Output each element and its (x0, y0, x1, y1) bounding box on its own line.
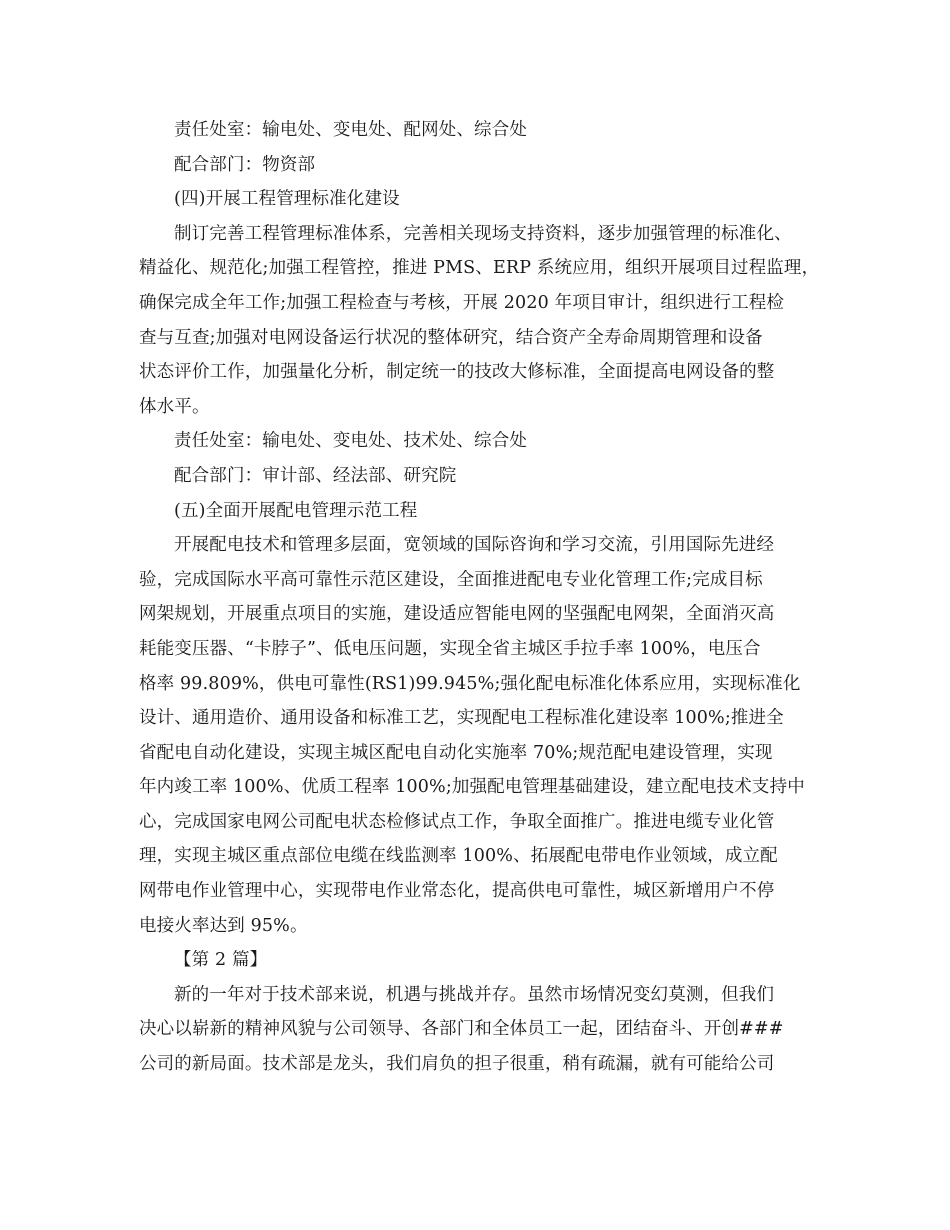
text-line: 配合部门：物资部 (174, 154, 316, 175)
text-line: 责任处室：输电处、变电处、配网处、综合处 (174, 120, 527, 140)
paragraph-line: 验，完成国际水平高可靠性示范区建设，全面推进配电专业化管理工作;完成目标 (139, 569, 763, 590)
paragraph-line: 精益化、规范化;加强工程管控，推进 PMS、ERP 系统应用，组织开展项目过程监理， (139, 258, 820, 279)
paragraph-line: 格率 99.809%，供电可靠性(RS1)99.945%;强化配电标准化体系应用，实现标准化 (139, 673, 801, 694)
text-line: 配合部门：审计部、经法部、研究院 (174, 465, 457, 486)
paragraph-line: 新的一年对于技术部来说，机遇与挑战并存。虽然市场情况变幻莫测，但我们 (174, 984, 775, 1005)
paragraph-line: 电接火率达到 95%。 (139, 915, 308, 936)
paragraph-line: 状态评价工作，加强量化分析，制定统一的技改大修标准，全面提高电网设备的整 (139, 362, 775, 383)
text-line: 责任处室：输电处、变电处、技术处、综合处 (174, 431, 527, 452)
paragraph-line: 心，完成国家电网公司配电状态检修试点工作，争取全面推广。推进电缆专业化管 (139, 811, 775, 832)
section-heading: (五)全面开展配电管理示范工程 (174, 500, 418, 521)
paragraph-line: 省配电自动化建设，实现主城区配电自动化实施率 70%;规范配电建设管理，实现 (139, 742, 773, 763)
paragraph-line: 决心以崭新的精神风貌与公司领导、各部门和全体员工一起，团结奋斗、开创### (139, 1019, 784, 1040)
part-heading: 【第 2 篇】 (174, 950, 268, 971)
paragraph-line: 确保完成全年工作;加强工程检查与考核，开展 2020 年项目审计，组织进行工程检 (139, 292, 785, 313)
paragraph-line: 网架规划，开展重点项目的实施，建设适应智能电网的坚强配电网架，全面消灭高 (139, 604, 775, 625)
paragraph-line: 网带电作业管理中心，实现带电作业常态化，提高供电可靠性，城区新增用户不停 (139, 881, 775, 902)
paragraph-line: 开展配电技术和管理多层面，宽领域的国际咨询和学习交流，引用国际先进经 (174, 535, 775, 556)
paragraph-line: 设计、通用造价、通用设备和标准工艺，实现配电工程标准化建设率 100%;推进全 (139, 708, 784, 729)
paragraph-line: 制订完善工程管理标准体系，完善相关现场支持资料，逐步加强管理的标准化、 (174, 223, 792, 244)
paragraph-line: 公司的新局面。技术部是龙头，我们肩负的担子很重，稍有疏漏，就有可能给公司 (139, 1054, 775, 1075)
paragraph-line: 体水平。 (139, 396, 210, 417)
section-heading: (四)开展工程管理标准化建设 (174, 189, 400, 210)
paragraph-line: 查与互查;加强对电网设备运行状况的整体研究，结合资产全寿命周期管理和设备 (139, 327, 763, 348)
document-body (139, 113, 821, 1082)
paragraph-line: 耗能变压器、“卡脖子”、低电压问题，实现全省主城区手拉手率 100%，电压合 (139, 638, 761, 659)
paragraph-line: 年内竣工率 100%、优质工程率 100%;加强配电管理基础建设，建立配电技术支持中 (139, 777, 805, 798)
paragraph-line: 理，实现主城区重点部位电缆在线监测率 100%、拓展配电带电作业领域，成立配 (139, 846, 778, 867)
